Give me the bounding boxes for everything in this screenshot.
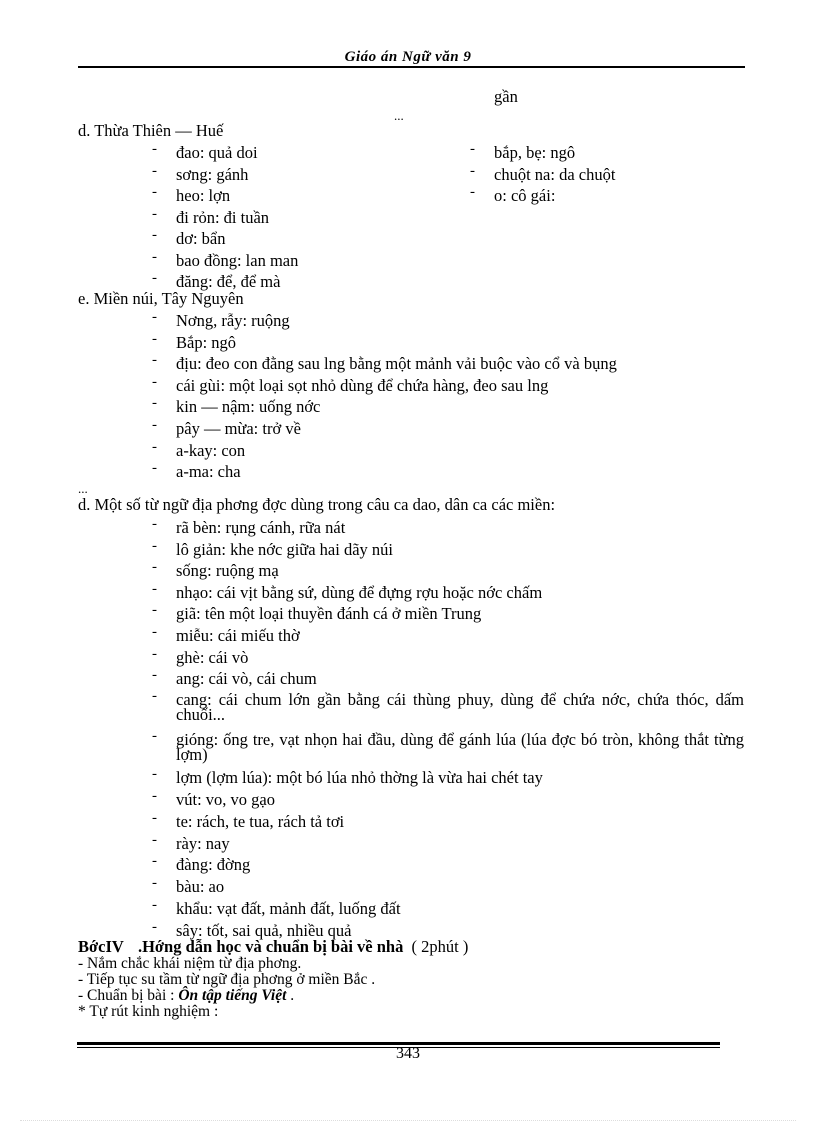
header-divider [78, 66, 745, 68]
list-item: bao đồng: lan man [176, 250, 299, 270]
bullet-dash: - [152, 788, 157, 804]
bullet-dash: - [152, 853, 157, 869]
bullet-dash: - [470, 141, 475, 157]
bullet-dash: - [152, 766, 157, 782]
list-item: rày: nay [176, 834, 230, 853]
list-item: đao: quả doi [176, 143, 258, 162]
list-item: te: rách, te tua, rách tả tơi [176, 812, 345, 831]
bullet-dash: - [152, 875, 157, 891]
list-item: pây — mừa: trở về [176, 419, 301, 438]
list-item: đàng: đờng [176, 855, 251, 874]
bullet-dash: - [152, 581, 157, 597]
bullet-dash: - [470, 184, 475, 200]
bullet-dash: - [152, 559, 157, 575]
bullet-dash: - [152, 417, 157, 433]
bullet-dash: - [152, 373, 157, 390]
list-item: đi rỏn: đi tuần [176, 207, 270, 227]
list-item: lô giản: khe nớc giữa hai dãy núi [176, 540, 393, 559]
step4-label: BớcIV [78, 937, 124, 956]
step4-note: * Tự rút kinh nghiệm : [78, 1003, 219, 1020]
prepare-suffix: . [286, 987, 295, 1004]
bullet-dash: - [152, 646, 157, 662]
bullet-dash: - [152, 602, 157, 618]
list-item: a-kay: con [176, 440, 246, 460]
list-item: Bắp: ngô [176, 332, 237, 352]
page-header-title: Giáo án Ngữ văn 9 [344, 49, 472, 65]
list-item: ang: cái vò, cái chum [176, 669, 317, 688]
list-item: ghè: cái vò [176, 648, 249, 667]
list-item: địu: đeo con đằng sau lng bằng một mảnh vải buộc vào cổ và bụng [176, 354, 617, 374]
list-item: kin — nậm: uống nớc [176, 397, 321, 417]
section-heading-ca-dao: d. Một số từ ngữ địa phơng đợc dùng trong câu ca dao, dân ca các miền: [78, 495, 556, 514]
bullet-dash: - [152, 832, 157, 848]
ellipsis: ... [394, 108, 404, 123]
bullet-dash: - [152, 919, 157, 935]
step4-prepare [78, 988, 294, 1004]
list-item: Nơng, rẫy: ruộng [176, 311, 290, 330]
list-item: heo: lợn [176, 186, 231, 205]
bullet-dash: - [152, 395, 157, 412]
list-item: rã bèn: rụng cánh, rữa nát [176, 518, 346, 537]
list-item: giã: tên một loại thuyền đánh cá ở miền Trung [176, 604, 482, 623]
bullet-dash: - [152, 624, 157, 640]
bullet-dash: - [152, 688, 157, 704]
list-item: bắp, bẹ: ngô [494, 143, 576, 162]
step4-heading [78, 939, 468, 955]
bullet-dash: - [152, 516, 157, 532]
step4-time: ( 2phút ) [411, 937, 469, 956]
bullet-dash: - [152, 184, 157, 200]
bullet-dash: - [152, 330, 157, 347]
step4-line: - Tiếp tục su tầm từ ngữ địa phơng ở miền Bắc . [78, 971, 376, 988]
list-item: sơng: gánh [176, 164, 249, 184]
list-item: cái gùi: một loại sọt nhỏ dùng để chứa hàng, đeo sau lng [176, 375, 549, 395]
list-item: dơ: bẩn [176, 229, 226, 248]
list-item: miễu: cái miếu thờ [176, 626, 300, 645]
bullet-dash: - [152, 460, 157, 477]
list-item: lợm (lợm lúa): một bó lúa nhỏ thờng là vừa hai chét tay [176, 768, 543, 787]
list-item: nhạo: cái vịt bằng sứ, dùng để đựng rợu hoặc nớc chấm [176, 583, 543, 602]
bullet-dash: - [152, 162, 157, 179]
list-item: o: cô gái: [494, 186, 556, 205]
bullet-dash: - [470, 162, 475, 179]
bullet-dash: - [152, 309, 157, 325]
list-item: bàu: ao [176, 877, 225, 896]
bullet-dash: - [152, 205, 157, 222]
ellipsis: ... [78, 481, 88, 496]
bullet-dash: - [152, 438, 157, 455]
bullet-dash: - [152, 352, 157, 369]
bullet-dash: - [152, 810, 157, 826]
section-heading-hue: d. Thừa Thiên — Huế [78, 121, 224, 140]
page-number: 343 [396, 1045, 420, 1062]
page-bottom-dotted-line [20, 1120, 796, 1121]
prepare-title: Ôn tập tiếng Việt [178, 987, 287, 1004]
step4-title: .Hớng dẫn học và chuẩn bị bài về nhà [137, 937, 404, 956]
list-item: a-ma: cha [176, 462, 241, 482]
section-heading-mien-nui: e. Miền núi, Tây Nguyên [78, 289, 244, 308]
bullet-dash: - [152, 270, 157, 286]
prepare-prefix: - Chuẩn bị bài : [78, 987, 179, 1004]
bullet-dash: - [152, 141, 157, 157]
step4-line: - Nắm chắc khái niệm từ địa phơng. [78, 955, 302, 972]
list-item: chuột na: da chuột [494, 164, 616, 184]
bullet-dash: - [152, 728, 157, 744]
list-item: cang: cái chum lớn gần bằng cái thùng phuy, dùng để chứa nớc, chứa thóc, dấm chuối... [176, 690, 744, 724]
bullet-dash: - [152, 538, 157, 554]
fragment-text: gần [494, 87, 518, 106]
bullet-dash: - [152, 897, 157, 913]
list-item: sây: tốt, sai quả, nhiều quả [176, 921, 352, 940]
bullet-dash: - [152, 248, 157, 265]
list-item: sống: ruộng mạ [176, 561, 279, 580]
bullet-dash: - [152, 667, 157, 683]
bullet-dash: - [152, 227, 157, 243]
list-item: khẩu: vạt đất, mảnh đất, luống đất [176, 899, 401, 918]
list-item: đăng: để, để mà [176, 272, 281, 291]
list-item: gióng: ống tre, vạt nhọn hai đầu, dùng để gánh lúa (lúa đợc bó tròn, không thắt từng lợm) [176, 730, 744, 764]
list-item: vút: vo, vo gạo [176, 790, 275, 809]
